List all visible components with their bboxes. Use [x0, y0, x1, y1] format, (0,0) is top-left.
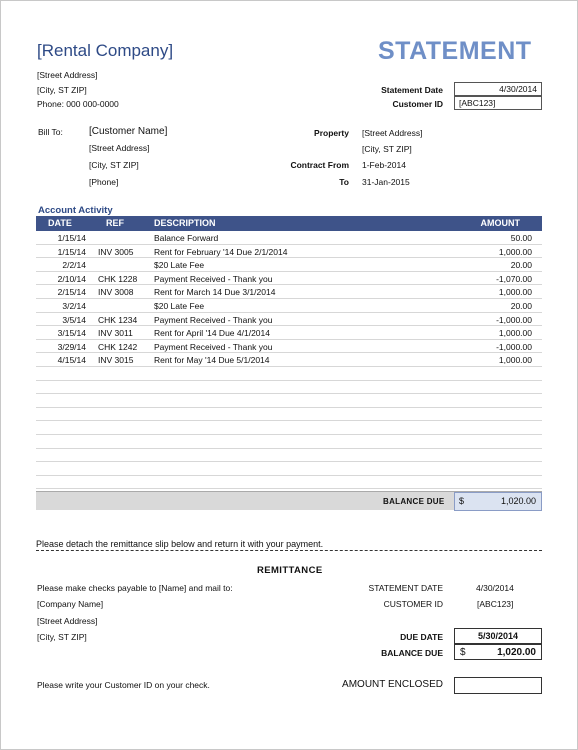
table-row — [36, 381, 542, 395]
row-description: Rent for April '14 Due 4/1/2014 — [154, 328, 270, 339]
row-amount: 1,000.00 — [498, 355, 532, 366]
property-city: [City, ST ZIP] — [362, 144, 412, 154]
table-row — [36, 476, 542, 490]
amount-enclosed-label: AMOUNT ENCLOSED — [342, 679, 443, 690]
statement-date-value: 4/30/2014 — [454, 82, 542, 96]
balance-due-bar — [36, 491, 542, 510]
company-phone: Phone: 000 000-0000 — [37, 99, 119, 109]
column-amount: AMOUNT — [480, 218, 520, 228]
table-header — [36, 216, 542, 231]
row-amount: 50.00 — [510, 233, 532, 243]
row-ref: CHK 1242 — [98, 341, 138, 352]
row-ref: INV 3011 — [98, 328, 133, 339]
contract-to-value: 31-Jan-2015 — [362, 177, 410, 187]
row-amount: 1,000.00 — [498, 287, 532, 298]
property-street: [Street Address] — [362, 128, 423, 138]
table-row — [36, 258, 542, 272]
row-ref: INV 3005 — [98, 246, 134, 257]
statement-date-label: Statement Date — [381, 85, 443, 95]
row-description: Balance Forward — [154, 233, 219, 243]
customer-phone: [Phone] — [89, 177, 119, 187]
row-description: Payment Received - Thank you — [154, 273, 273, 284]
remit-balance-due-label: BALANCE DUE — [381, 648, 443, 658]
table-row — [36, 435, 542, 449]
activity-table — [36, 216, 542, 503]
table-row — [36, 285, 542, 299]
remit-customer-id-label: CUSTOMER ID — [383, 599, 443, 609]
detach-line — [36, 550, 542, 551]
company-street: [Street Address] — [37, 70, 98, 80]
row-ref: CHK 1228 — [98, 273, 138, 284]
table-row — [36, 340, 542, 354]
balance-due-label: BALANCE DUE — [383, 497, 445, 506]
table-body — [36, 231, 542, 503]
customer-name: [Customer Name] — [89, 126, 168, 137]
customer-id-value: [ABC123] — [454, 96, 542, 110]
row-description: $20 Late Fee — [154, 300, 205, 311]
balance-due-box — [454, 492, 542, 511]
row-date: 3/2/14 — [62, 300, 86, 311]
table-row — [36, 299, 542, 313]
table-row — [36, 462, 542, 476]
remit-statement-date-label: STATEMENT DATE — [368, 583, 443, 593]
table-row — [36, 272, 542, 286]
balance-due-value: 1,020.00 — [500, 496, 536, 506]
row-date: 2/15/14 — [57, 287, 86, 298]
table-row — [36, 231, 542, 245]
row-date: 2/2/14 — [62, 260, 86, 271]
amount-enclosed-input[interactable] — [454, 677, 542, 694]
table-row — [36, 245, 542, 259]
column-date: DATE — [48, 218, 72, 228]
company-name: [Rental Company] — [37, 41, 174, 60]
table-row — [36, 421, 542, 435]
row-ref: CHK 1234 — [98, 314, 138, 325]
row-description: $20 Late Fee — [154, 260, 205, 271]
row-date: 2/10/14 — [57, 273, 86, 284]
remit-balance-currency: $ — [460, 647, 466, 658]
row-date: 3/29/14 — [57, 341, 86, 352]
customer-id-label: Customer ID — [392, 99, 443, 109]
row-date: 1/15/14 — [57, 246, 86, 257]
property-label: Property — [314, 128, 349, 138]
row-amount: -1,000.00 — [496, 314, 532, 325]
remit-balance-due-value: 1,020.00 — [497, 647, 536, 658]
column-description: DESCRIPTION — [154, 218, 216, 228]
remit-street: [Street Address] — [37, 616, 98, 626]
remit-due-date-label: DUE DATE — [400, 632, 443, 642]
bill-to-label: Bill To: — [38, 127, 63, 137]
row-description: Rent for May '14 Due 5/1/2014 — [154, 355, 270, 366]
customer-city: [City, ST ZIP] — [89, 160, 139, 170]
table-row — [36, 367, 542, 381]
row-date: 4/15/14 — [57, 355, 86, 366]
table-row — [36, 394, 542, 408]
remit-customer-id-value: [ABC123] — [477, 599, 514, 609]
row-date: 3/15/14 — [57, 328, 86, 339]
payable-note: Please make checks payable to [Name] and mail to: — [37, 583, 233, 593]
remit-city: [City, ST ZIP] — [37, 632, 87, 642]
remit-due-date-value: 5/30/2014 — [454, 628, 542, 644]
row-amount: 20.00 — [510, 260, 532, 271]
contract-from-value: 1-Feb-2014 — [362, 160, 406, 170]
row-description: Payment Received - Thank you — [154, 314, 273, 325]
row-amount: 1,000.00 — [498, 246, 532, 257]
customer-id-note: Please write your Customer ID on your check. — [37, 680, 210, 690]
table-row — [36, 326, 542, 340]
row-description: Rent for March 14 Due 3/1/2014 — [154, 287, 276, 298]
remit-company: [Company Name] — [37, 599, 104, 609]
row-ref: INV 3008 — [98, 287, 134, 298]
remit-statement-date-value: 4/30/2014 — [476, 583, 514, 593]
remittance-title: REMITTANCE — [257, 565, 323, 576]
detach-note: Please detach the remittance slip below and return it with your payment. — [36, 539, 324, 549]
table-row — [36, 353, 542, 367]
table-row — [36, 408, 542, 422]
table-row — [36, 313, 542, 327]
row-description: Rent for February '14 Due 2/1/2014 — [154, 246, 288, 257]
remit-balance-due-box — [454, 644, 542, 660]
row-date: 3/5/14 — [62, 314, 86, 325]
company-city: [City, ST ZIP] — [37, 85, 87, 95]
row-date: 1/15/14 — [57, 233, 86, 243]
table-row — [36, 449, 542, 463]
customer-street: [Street Address] — [89, 143, 150, 153]
row-amount: 1,000.00 — [498, 328, 532, 339]
account-activity-title: Account Activity — [38, 205, 113, 216]
row-amount: -1,000.00 — [496, 341, 532, 352]
row-ref: INV 3015 — [98, 355, 134, 366]
row-amount: 20.00 — [510, 300, 532, 311]
balance-currency: $ — [459, 496, 465, 506]
row-amount: -1,070.00 — [496, 273, 532, 284]
contract-from-label: Contract From — [290, 160, 349, 170]
page-title: STATEMENT — [378, 37, 532, 65]
column-ref: REF — [106, 218, 124, 228]
row-description: Payment Received - Thank you — [154, 341, 273, 352]
contract-to-label: To — [339, 177, 349, 187]
